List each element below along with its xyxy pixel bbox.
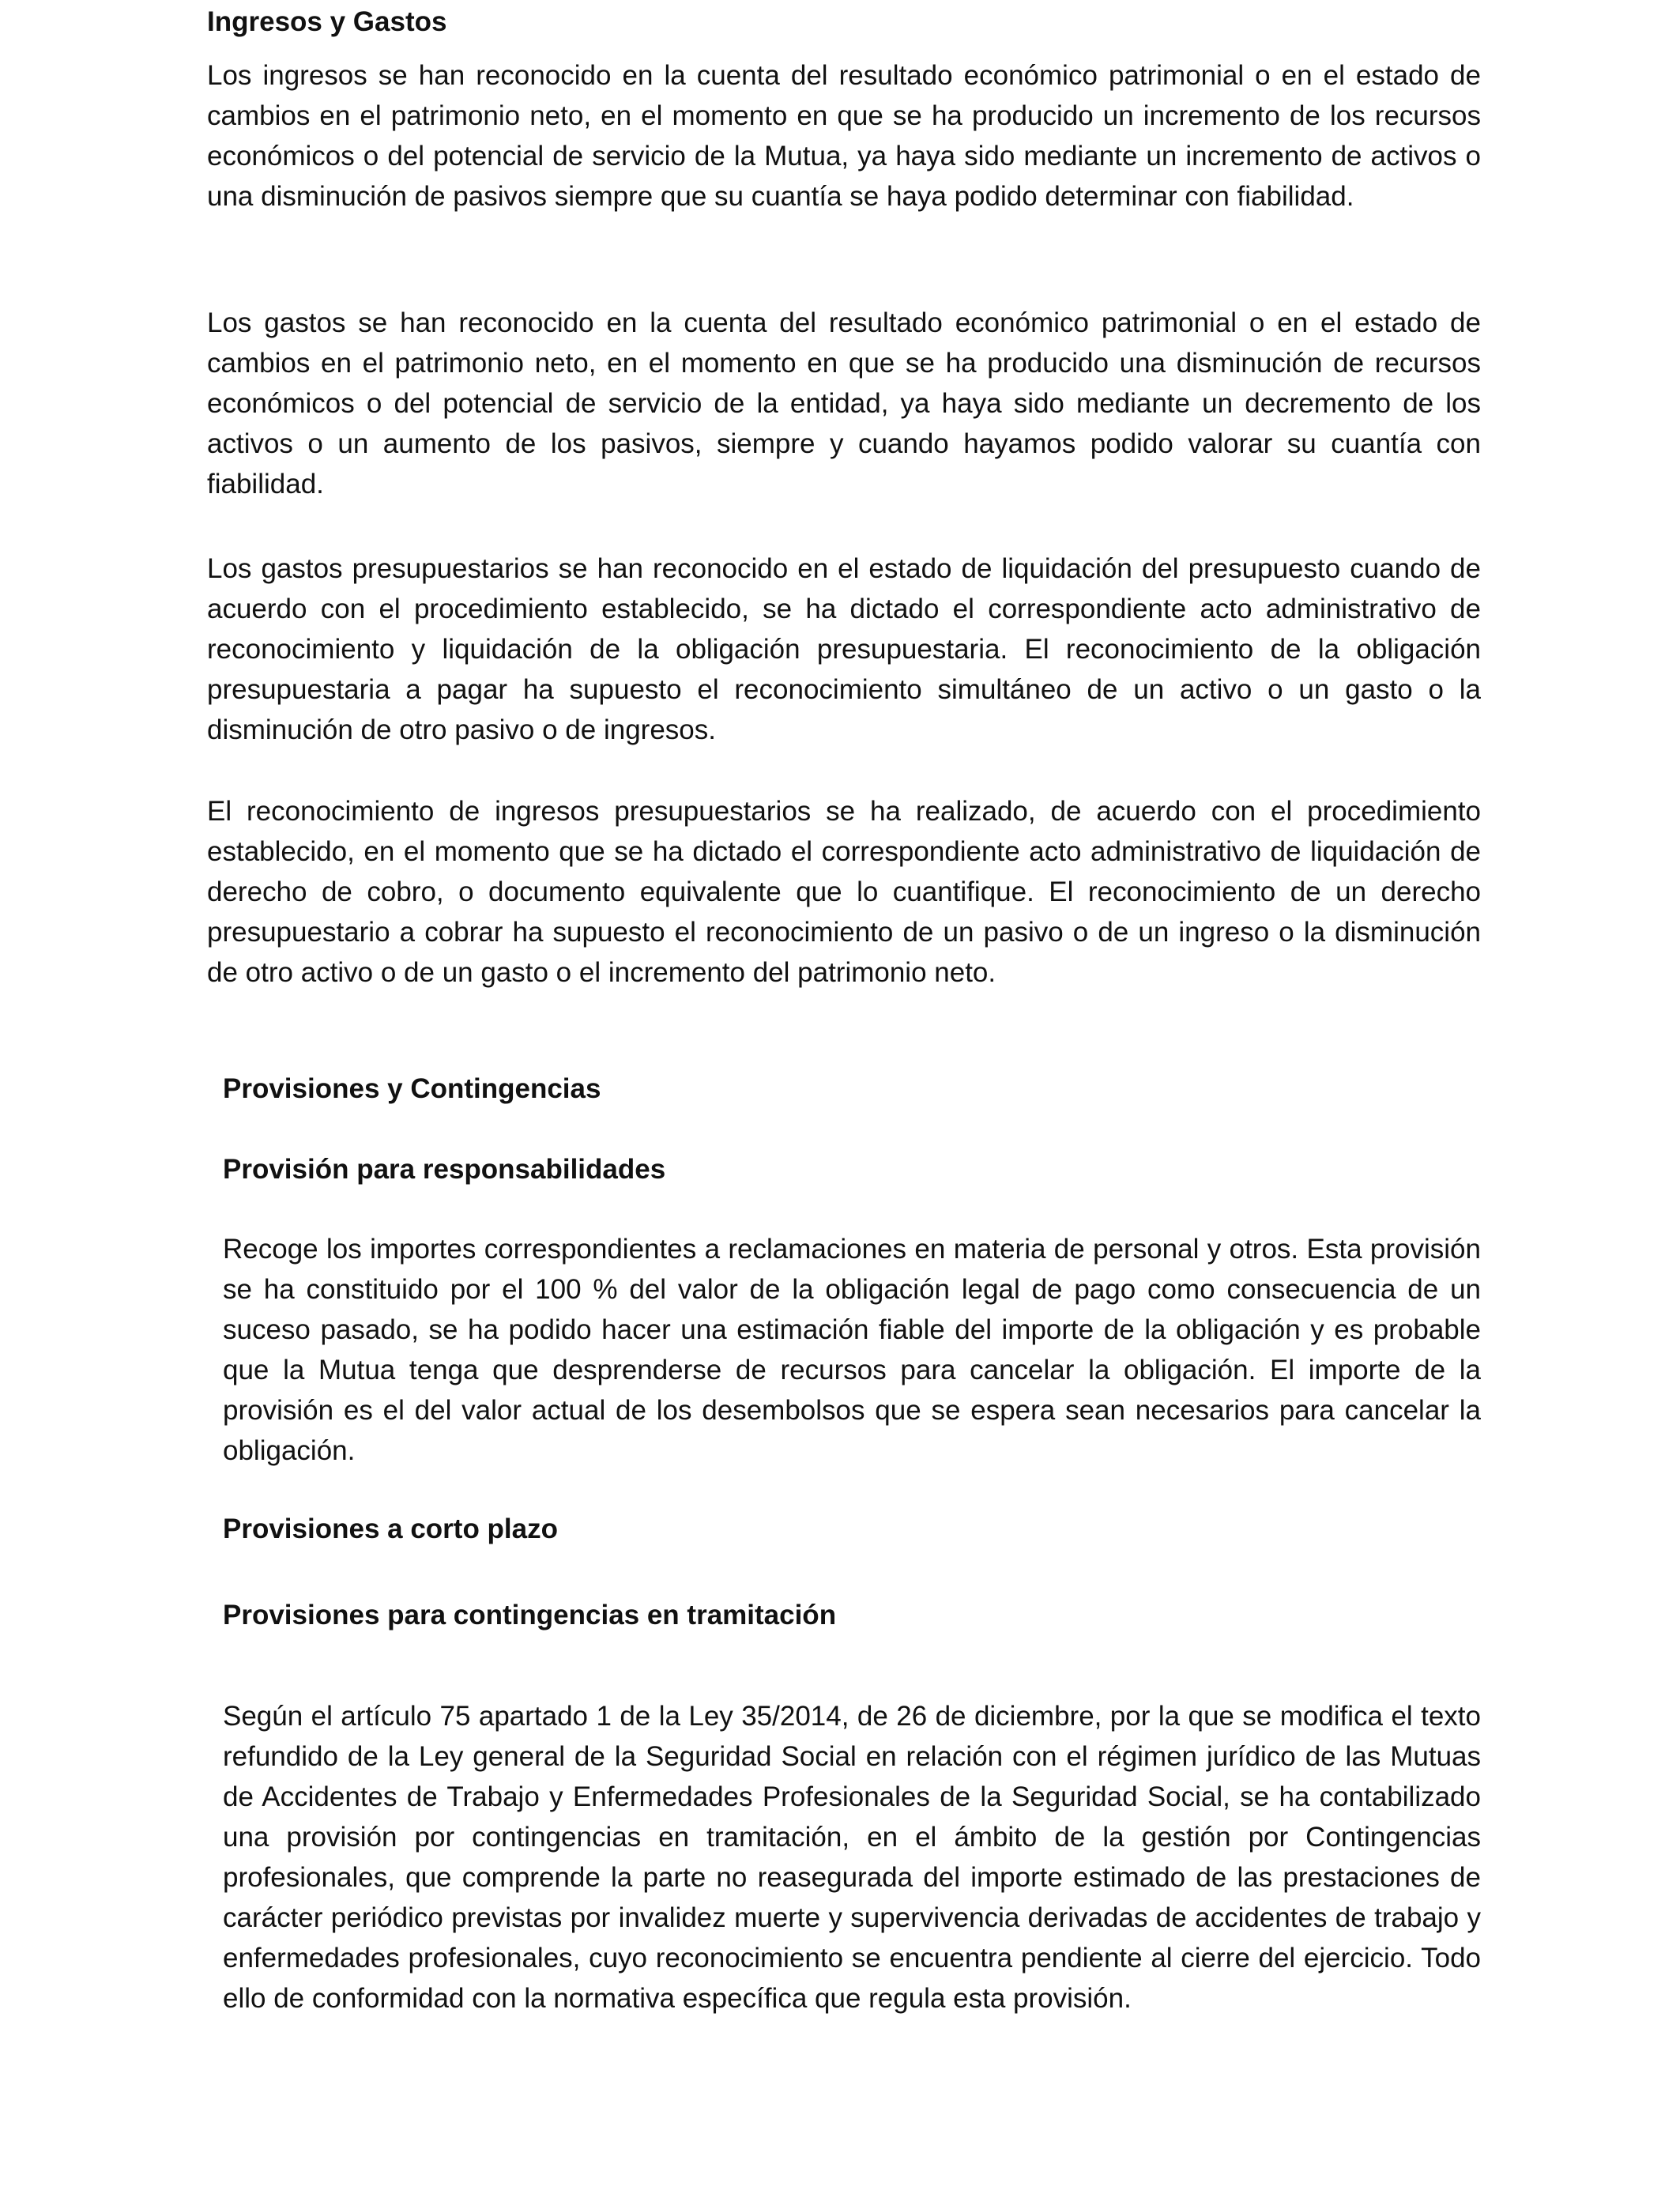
heading-provisiones-contingencias-tramitacion: Provisiones para contingencias en tramitación: [223, 1600, 837, 1630]
paragraph-ingresos: Los ingresos se han reconocido en la cuenta del resultado económico patrimonial o en el estado de cambios en el patrimonio neto, en el momento en que se ha producido un incremento de los recursos económicos o del potencial de servicio de la Mutua, ya haya sido mediante un incremento de activos o una disminución de pasivos siempre que su cuantía se haya podido determinar con fiabilidad.: [207, 60, 1481, 212]
heading-provisiones-corto-plazo: Provisiones a corto plazo: [223, 1514, 558, 1544]
paragraph-gastos-presupuestarios: Los gastos presupuestarios se han reconocido en el estado de liquidación del presupuesto cuando de acuerdo con el procedimiento establecido, se ha dictado el correspondiente acto administrativo de reconocimiento y liquidación de la obligación presupuestaria. El reconocimiento de la obligación presupuestaria a pagar ha supuesto el reconocimiento simultáneo de un activo o un gasto o la disminución de otro pasivo o de ingresos.: [207, 553, 1481, 745]
heading-ingresos-gastos: Ingresos y Gastos: [207, 6, 447, 37]
heading-provisiones-contingencias: Provisiones y Contingencias: [223, 1073, 601, 1104]
paragraph-gastos: Los gastos se han reconocido en la cuenta del resultado económico patrimonial o en el estado de cambios en el patrimonio neto, en el momento en que se ha producido una disminución de recursos económicos o del potencial de servicio de la entidad, ya haya sido mediante un decremento de los activos o un aumento de los pasivos, siempre y cuando hayamos podido valorar su cuantía con fiabilidad.: [207, 307, 1481, 499]
paragraph-contingencias-tramitacion: Según el artículo 75 apartado 1 de la Ley 35/2014, de 26 de diciembre, por la que se modifica el texto refundido de la Ley general de la Seguridad Social en relación con el régimen jurídico de las Mutuas de Accidentes de Trabajo y Enfermedades Profesionales de la Seguridad Social, se ha contabilizado una provisión por contingencias en tramitación, en el ámbito de la gestión por Contingencias profesionales, que comprende la parte no reasegurada del importe estimado de las prestaciones de carácter periódico previstas por invalidez muerte y supervivencia derivadas de accidentes de trabajo y enfermedades profesionales, cuyo reconocimiento se encuentra pendiente al cierre del ejercicio. Todo ello de conformidad con la normativa específica que regula esta provisión.: [223, 1701, 1481, 2014]
paragraph-provision-responsabilidades: Recoge los importes correspondientes a reclamaciones en materia de personal y otros. Esta provisión se ha constituido por el 100 % del valor de la obligación legal de pago como consecuencia de un suceso pasado, se ha podido hacer una estimación fiable del importe de la obligación y es probable que la Mutua tenga que desprenderse de recursos para cancelar la obligación. El importe de la provisión es el del valor actual de los desembolsos que se espera sean necesarios para cancelar la obligación.: [223, 1234, 1481, 1466]
paragraph-ingresos-presupuestarios: El reconocimiento de ingresos presupuestarios se ha realizado, de acuerdo con el procedimiento establecido, en el momento que se ha dictado el correspondiente acto administrativo de liquidación de derecho de cobro, o documento equivalente que lo cuantifique. El reconocimiento de un derecho presupuestario a cobrar ha supuesto el reconocimiento de un pasivo o de un ingreso o la disminución de otro activo o de un gasto o el incremento del patrimonio neto.: [207, 796, 1481, 988]
heading-provision-responsabilidades: Provisión para responsabilidades: [223, 1154, 666, 1185]
